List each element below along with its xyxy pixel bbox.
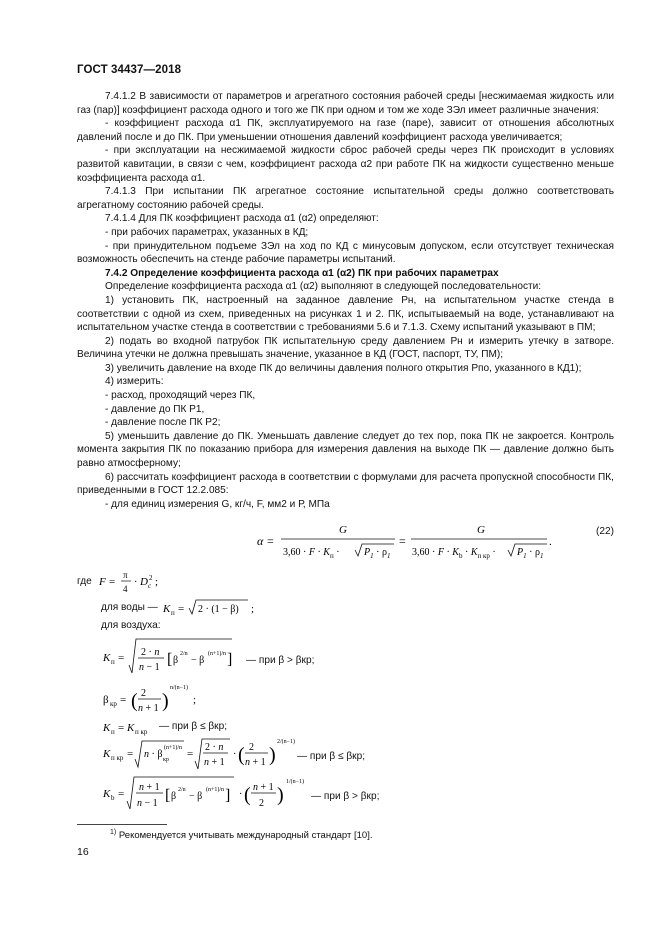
procedure-step-5: 5) уменьшить давление до ПК. Уменьшать давление следует до тех пор, пока ПК не закроется. Контроль момента закрытия ПК по показанию прибора для измерения давления на выходе ПК — давление должно быть равно атмосферному; bbox=[77, 430, 614, 470]
kb-condition: — при β > βкр; bbox=[311, 791, 380, 803]
paragraph-alpha2: - при эксплуатации на несжимаемой жидкости сброс рабочей среды через ПК происходит в условиях развитой кавитации, в связи с чем, коэффициент расхода α2 при работе ПК на жидкости существенно меньше коэффициента расхода α1. bbox=[77, 145, 614, 184]
svg-text:π: π bbox=[123, 570, 128, 581]
svg-text:=: = bbox=[178, 603, 185, 616]
kp-equals-kpcr-clause bbox=[101, 719, 614, 735]
svg-text:=: = bbox=[109, 576, 116, 589]
svg-text:n/(n−1): n/(n−1) bbox=[170, 685, 189, 692]
standard-header: ГОСТ 34437—2018 bbox=[77, 64, 182, 76]
water-clause bbox=[101, 597, 614, 619]
svg-text:п: п bbox=[111, 728, 115, 737]
svg-text:2/n: 2/n bbox=[180, 651, 188, 658]
svg-text:·: · bbox=[134, 577, 138, 589]
svg-text:п кр: п кр bbox=[135, 728, 148, 737]
svg-text:2 · n: 2 · n bbox=[141, 647, 160, 659]
svg-text:F: F bbox=[99, 576, 106, 589]
svg-text:2 · (1 − β): 2 · (1 − β) bbox=[198, 604, 239, 616]
list-item-working-params: - при рабочих параметрах, указанных в КД; bbox=[105, 226, 309, 238]
svg-text:β: β bbox=[173, 655, 179, 667]
svg-text:β: β bbox=[103, 694, 109, 707]
beta-cr-formula bbox=[101, 681, 221, 719]
procedure-step-1: 1) установить ПК, настроенный на заданное давление Рн, на испытательном участке стенда в соответствии с одной из схем, приведенных на рисунках 1 и 2. ПК, испытываемый на воде, устанавливают на испытательном участке стенда в соответствии с требованиями 5.6 и 7.1.3. Схему испытаний указывают в ПМ; bbox=[77, 294, 614, 334]
procedure-step-3: 3) увеличить давление на входе ПК до величины давления полного открытия Рпо, указанного в КД1); bbox=[105, 362, 582, 374]
svg-text:п кр: п кр bbox=[111, 754, 124, 763]
svg-text:2: 2 bbox=[259, 798, 264, 810]
footnote bbox=[110, 829, 372, 841]
svg-text:=: = bbox=[118, 788, 125, 801]
svg-text:=: = bbox=[187, 748, 194, 761]
svg-text:− β: − β bbox=[189, 791, 203, 803]
svg-text:2: 2 bbox=[249, 742, 254, 754]
svg-text:3,60 · F · Kп ·: $3,60 \cdot F \cdot K_п$ · bbox=[283, 547, 340, 561]
procedure-step-6: 6) рассчитать коэффициент расхода в соответствии с формулами для расчета пропускной способности ПК, приведенными в ГОСТ 12.2.085: bbox=[77, 471, 614, 497]
svg-text:P1 · ρ1: $P_1 \cdot \rho_1$ bbox=[364, 547, 391, 561]
section-heading-7-4-2: 7.4.2 Определение коэффициента расхода α1 (α2) ПК при рабочих параметрах bbox=[105, 267, 499, 279]
kp-equals-kpcr-condition: — при β ≤ βкр; bbox=[159, 721, 228, 733]
paragraph-7-4-1-3: 7.4.1.3 При испытании ПК агрегатное состояние испытательной среды должно соответствовать агрегатному состоянию рабочей среды. bbox=[77, 186, 614, 211]
svg-text:K: K bbox=[103, 652, 111, 665]
svg-text:;: ; bbox=[251, 603, 255, 616]
svg-text:): ) bbox=[277, 784, 284, 807]
svg-text:G: G bbox=[477, 524, 485, 537]
svg-text:]: ] bbox=[225, 787, 231, 805]
svg-text:1/(n−1): 1/(n−1) bbox=[286, 779, 305, 786]
procedure-step-4-p2: - давление после ПК Р2; bbox=[105, 417, 221, 429]
kp-air-formula bbox=[101, 635, 241, 681]
procedure-step-4: 4) измерить: bbox=[105, 376, 164, 388]
svg-text:;: ; bbox=[155, 576, 159, 589]
svg-text:K: K bbox=[103, 788, 111, 801]
svg-text:n − 1: n − 1 bbox=[139, 662, 160, 674]
list-item-forced-lift: - при принудительном подъеме ЗЭл на ход по КД с минусовым допуском, если отсутствует техническая возможность обеспечить на стенде рабочие параметры испытаний. bbox=[77, 240, 614, 266]
svg-text:=: = bbox=[127, 748, 134, 761]
kp-air-condition: — при β > βкр; bbox=[246, 655, 315, 667]
paragraph-7-4-1-4: 7.4.1.4 Для ПК коэффициент расхода α1 (α2) определяют: bbox=[105, 213, 379, 225]
svg-text:кр: кр bbox=[110, 700, 117, 709]
svg-text:;: ; bbox=[193, 694, 197, 707]
footnote-mark: 1) bbox=[110, 829, 117, 836]
where-clause bbox=[77, 567, 614, 597]
air-label: для воздуха: bbox=[101, 620, 161, 632]
paragraph-alpha1: - коэффициент расхода α1 ПК, эксплуатируемого на газе (паре), зависит от отношения абсолютных давлений после и до ПК. При уменьшении отношения давлений коэффициент расхода увеличивается; bbox=[77, 118, 614, 143]
beta-cr-clause bbox=[101, 681, 614, 719]
svg-text:кр: кр bbox=[163, 757, 169, 764]
water-label: для воды — bbox=[101, 602, 158, 614]
svg-text:[: [ bbox=[165, 787, 171, 805]
svg-text:P1 · ρ1: $P_1 \cdot \rho_1$ bbox=[517, 547, 544, 561]
svg-text:]: ] bbox=[227, 651, 233, 669]
svg-text:(: ( bbox=[238, 744, 245, 767]
svg-text:b: b bbox=[111, 794, 115, 803]
svg-text:3,60 · F · Kb · Kп кр ·: $3,60 \cdot F \cdot K_b \cdot K_{п кр}$ · bbox=[412, 547, 496, 561]
svg-text:=: = bbox=[118, 722, 125, 735]
procedure-units: - для единиц измерения G, кг/ч, F, мм2 и Р, МПа bbox=[105, 498, 330, 510]
procedure-intro: Определение коэффициента расхода α1 (α2) выполняют в следующей последовательности: bbox=[105, 281, 542, 293]
svg-text:n + 1: n + 1 bbox=[138, 703, 159, 715]
svg-text:n + 1: n + 1 bbox=[245, 757, 266, 769]
page-number: 16 bbox=[77, 846, 89, 858]
footnote-divider bbox=[77, 824, 167, 825]
svg-text:4: 4 bbox=[123, 584, 128, 595]
svg-text:=: = bbox=[118, 652, 125, 665]
svg-text:[: [ bbox=[167, 651, 173, 669]
kp-cr-clause bbox=[101, 735, 614, 773]
svg-text:2: 2 bbox=[141, 688, 146, 700]
svg-text:2 · n: 2 · n bbox=[205, 742, 224, 754]
svg-text:D: D bbox=[140, 576, 148, 589]
kp-cr-formula bbox=[101, 735, 296, 773]
formula-22 bbox=[77, 515, 614, 567]
svg-text:α =: α = bbox=[257, 534, 275, 549]
svg-text:n − 1: n − 1 bbox=[137, 798, 158, 810]
svg-text:− β: − β bbox=[191, 655, 205, 667]
svg-text:п: п bbox=[171, 609, 175, 618]
svg-text:K: K bbox=[163, 603, 171, 616]
water-formula bbox=[161, 597, 361, 619]
svg-text:(n+1)/n: (n+1)/n bbox=[164, 745, 183, 752]
svg-text:2: 2 bbox=[149, 574, 153, 583]
svg-text:K: K bbox=[103, 722, 111, 735]
svg-text:2/n: 2/n bbox=[178, 787, 186, 794]
formula-number: (22) bbox=[596, 526, 614, 538]
svg-text:G: G bbox=[339, 524, 347, 537]
svg-text:): ) bbox=[269, 744, 276, 767]
svg-text:n + 1: n + 1 bbox=[139, 782, 160, 794]
area-formula bbox=[97, 567, 297, 597]
procedure-step-4-p1: - давление до ПК Р1, bbox=[105, 403, 205, 415]
procedure-step-2: 2) подать во входной патрубок ПК испытательную среду давлением Рн и измерить утечку в затворе. Величина утечки не должна превышать значение, указанное в КД (ГОСТ, паспорт, ТУ, ПМ); bbox=[77, 335, 614, 361]
svg-text:n · β: n · β bbox=[144, 749, 163, 761]
kb-formula bbox=[101, 773, 311, 815]
svg-text:n + 1: n + 1 bbox=[253, 782, 274, 794]
svg-text:·: · bbox=[233, 749, 237, 761]
paragraph-7-4-1-2: 7.4.1.2 В зависимости от параметров и агрегатного состояния рабочей среды [несжимаемая жидкость или газ (пар)] коэффициент расхода одного и того же ПК при одном и том же ходе ЗЭл имеет различные значения: bbox=[77, 91, 614, 116]
svg-text:(n+1)/n: (n+1)/n bbox=[206, 787, 225, 794]
svg-text:=: = bbox=[120, 694, 127, 707]
kp-air-clause bbox=[101, 635, 614, 681]
footnote-text: Рекомендуется учитывать международный стандарт [10]. bbox=[118, 830, 373, 842]
svg-text:): ) bbox=[162, 690, 169, 713]
svg-text:п: п bbox=[111, 658, 115, 667]
svg-text:2/(n−1): 2/(n−1) bbox=[277, 739, 296, 746]
svg-text:.: . bbox=[549, 536, 552, 549]
kb-clause bbox=[101, 773, 614, 815]
svg-text:(: ( bbox=[131, 690, 138, 713]
kp-cr-condition: — при β ≤ βкр; bbox=[297, 751, 366, 763]
svg-text:(n+1)/n: (n+1)/n bbox=[208, 651, 227, 658]
svg-text:K: K bbox=[103, 748, 111, 761]
procedure-step-4-flow: - расход, проходящий через ПК, bbox=[105, 390, 256, 402]
svg-text:c: c bbox=[148, 582, 152, 591]
svg-text:K: K bbox=[127, 722, 135, 735]
svg-text:=: = bbox=[399, 534, 406, 549]
where-label: где bbox=[77, 576, 92, 588]
svg-text:·: · bbox=[239, 789, 243, 801]
svg-text:(: ( bbox=[244, 784, 251, 807]
formula-22-graphic bbox=[77, 515, 614, 567]
svg-text:β: β bbox=[171, 791, 177, 803]
svg-text:n + 1: n + 1 bbox=[204, 757, 225, 769]
body-text bbox=[77, 90, 614, 815]
